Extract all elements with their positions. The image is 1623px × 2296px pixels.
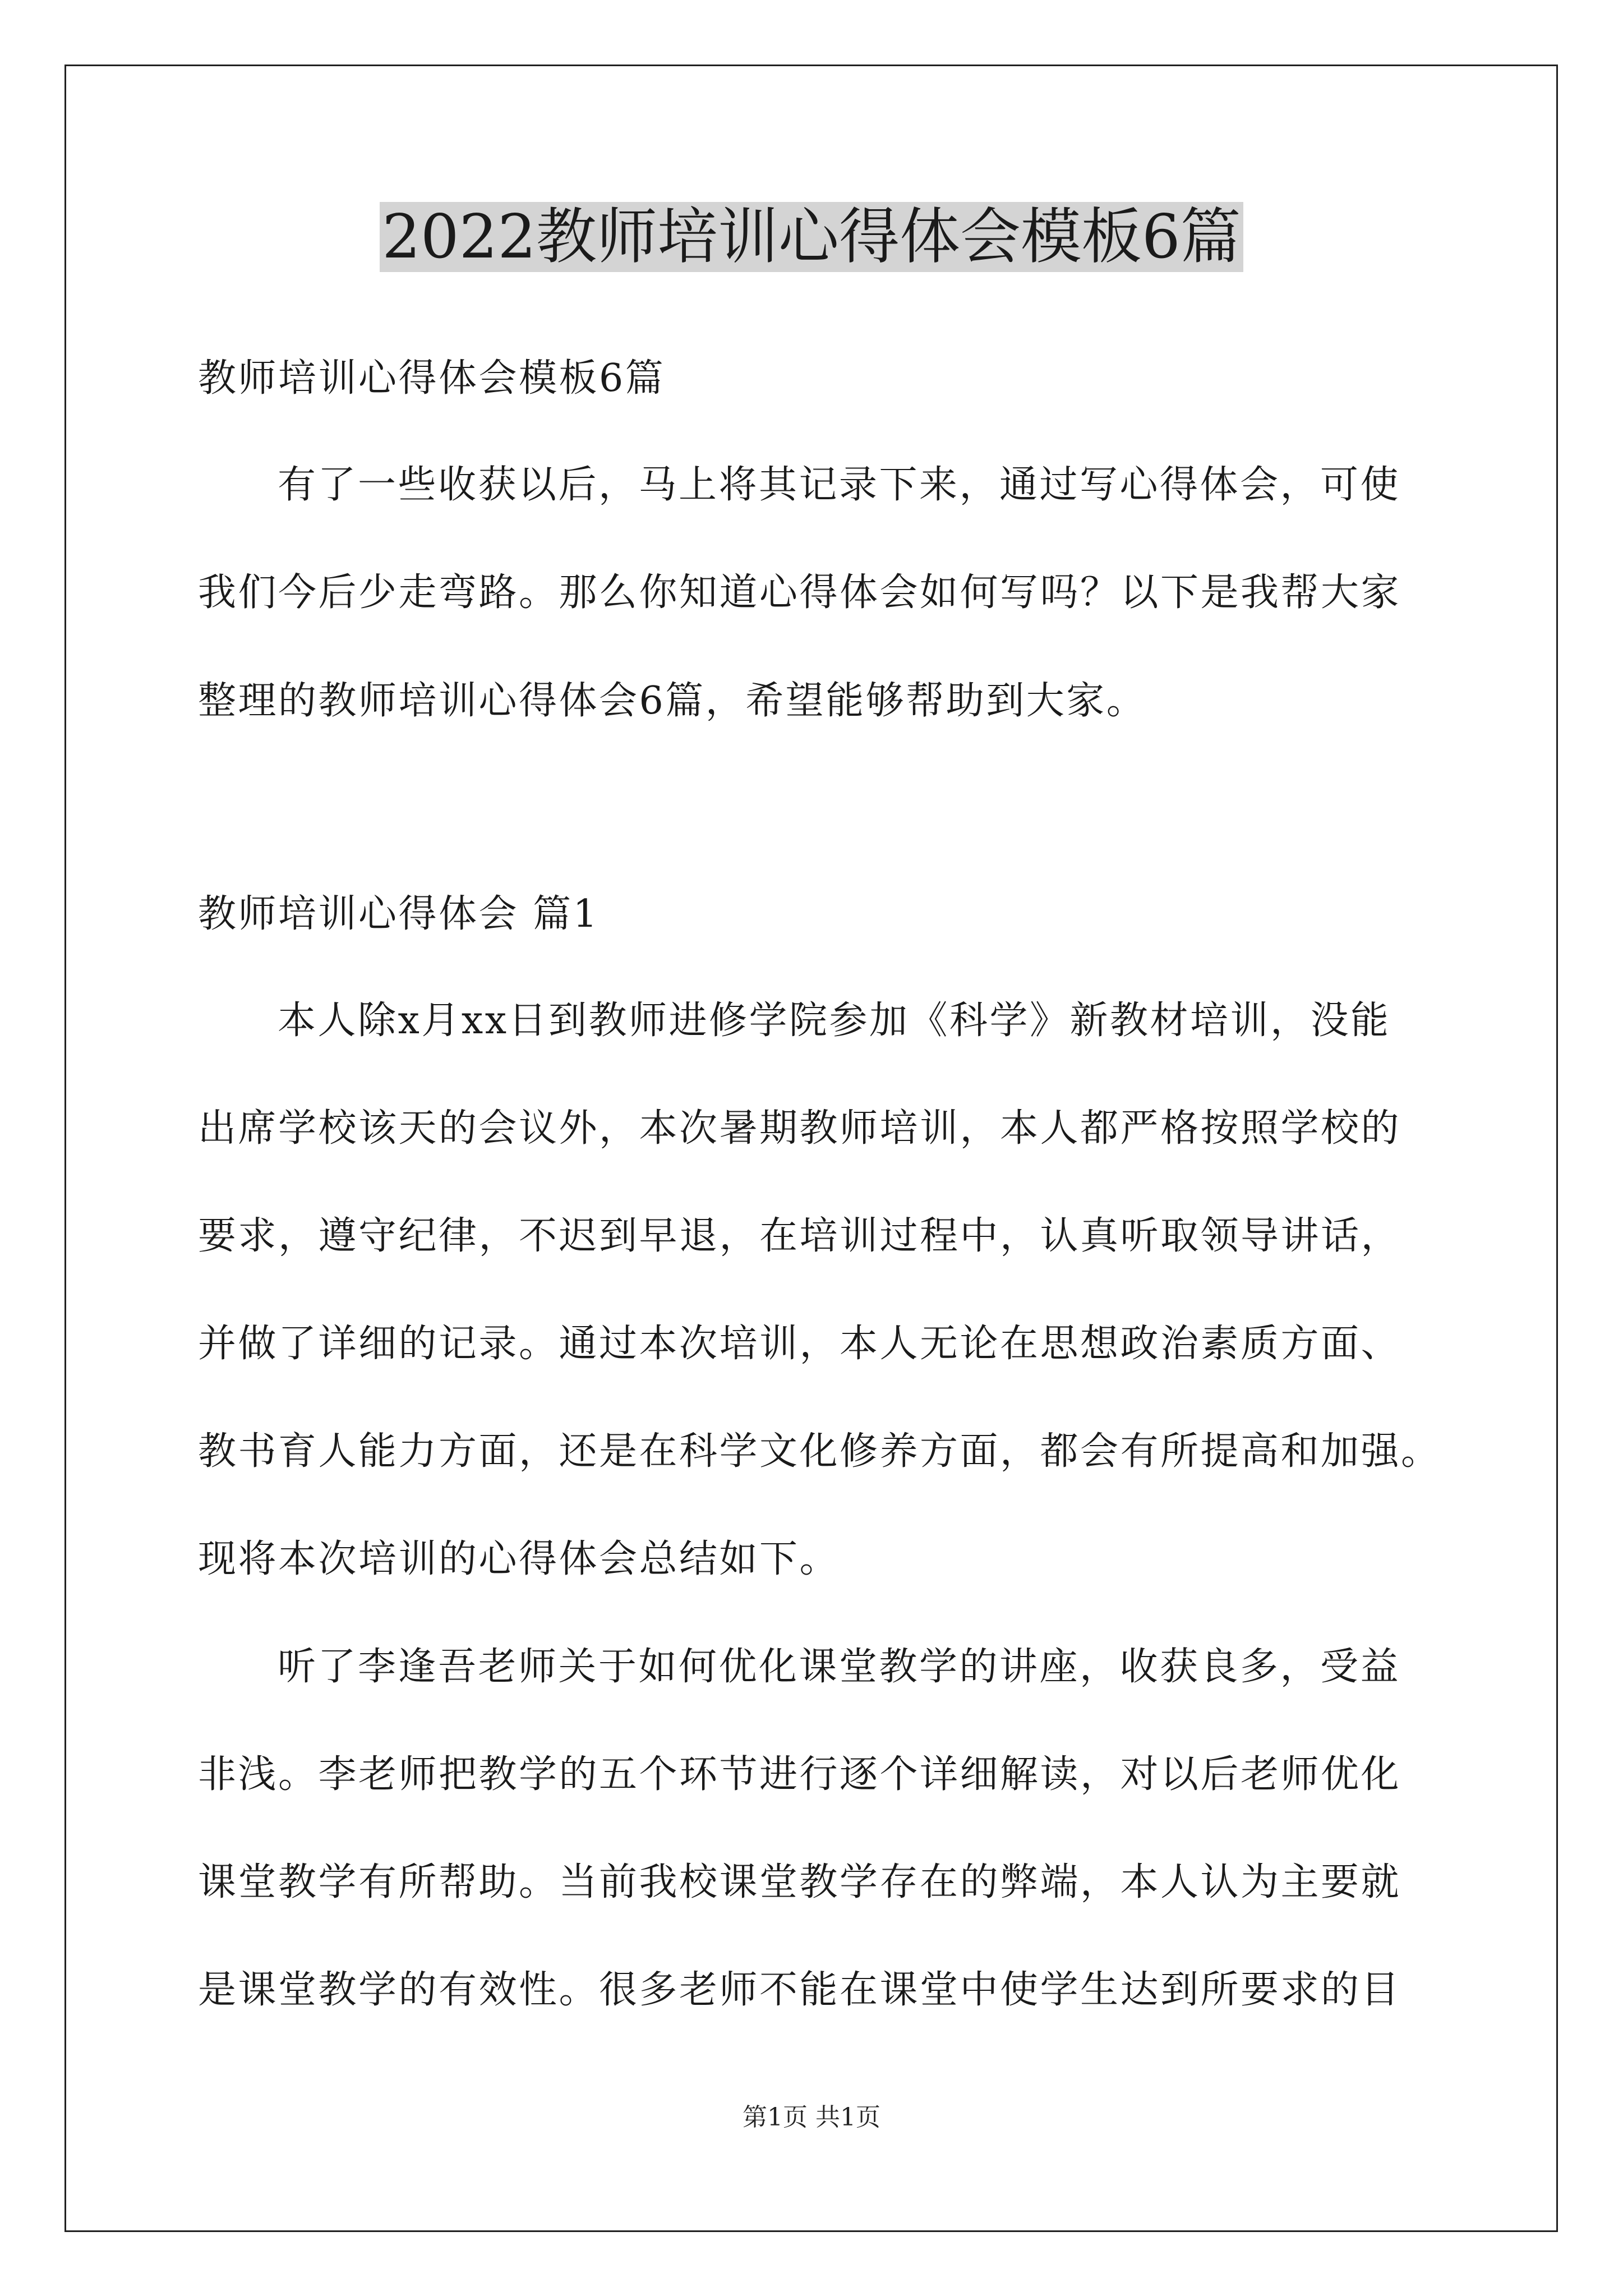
document-title (0, 195, 1623, 279)
paragraph-line: 教书育人能力方面，还是在科学文化修养方面，都会有所提高和加强。 (198, 1429, 1441, 1474)
paragraph-line: 非浅。李老师把教学的五个环节进行逐个详细解读，对以后老师优化 (198, 1752, 1401, 1797)
paragraph-line: 本人除x月xx日到教师进修学院参加《科学》新教材培训，没能 (278, 999, 1391, 1043)
intro-line: 有了一些收获以后，马上将其记录下来，通过写心得体会，可使 (278, 463, 1401, 507)
paragraph-line: 要求，遵守纪律，不迟到早退，在培训过程中，认真听取领导讲话， (198, 1214, 1401, 1258)
intro-line: 整理的教师培训心得体会6篇，希望能够帮助到大家。 (198, 679, 1147, 723)
document-title-text: 2022教师培训心得体会模板6篇 (380, 202, 1243, 272)
paragraph-line: 是课堂教学的有效性。很多老师不能在课堂中使学生达到所要求的目 (198, 1968, 1401, 2012)
subtitle: 教师培训心得体会模板6篇 (198, 356, 666, 401)
section-heading: 教师培训心得体会 篇1 (198, 892, 600, 936)
paragraph-line: 现将本次培训的心得体会总结如下。 (198, 1537, 840, 1581)
intro-line: 我们今后少走弯路。那么你知道心得体会如何写吗？以下是我帮大家 (198, 570, 1401, 615)
paragraph-line: 并做了详细的记录。通过本次培训，本人无论在思想政治素质方面、 (198, 1322, 1401, 1366)
paragraph-line: 听了李逢吾老师关于如何优化课堂教学的讲座，收获良多，受益 (278, 1645, 1401, 1689)
paragraph-line: 出席学校该天的会议外，本次暑期教师培训，本人都严格按照学校的 (198, 1106, 1401, 1151)
paragraph-line: 课堂教学有所帮助。当前我校课堂教学存在的弊端，本人认为主要就 (198, 1860, 1401, 1904)
page-footer: 第1页 共1页 (743, 2103, 880, 2132)
